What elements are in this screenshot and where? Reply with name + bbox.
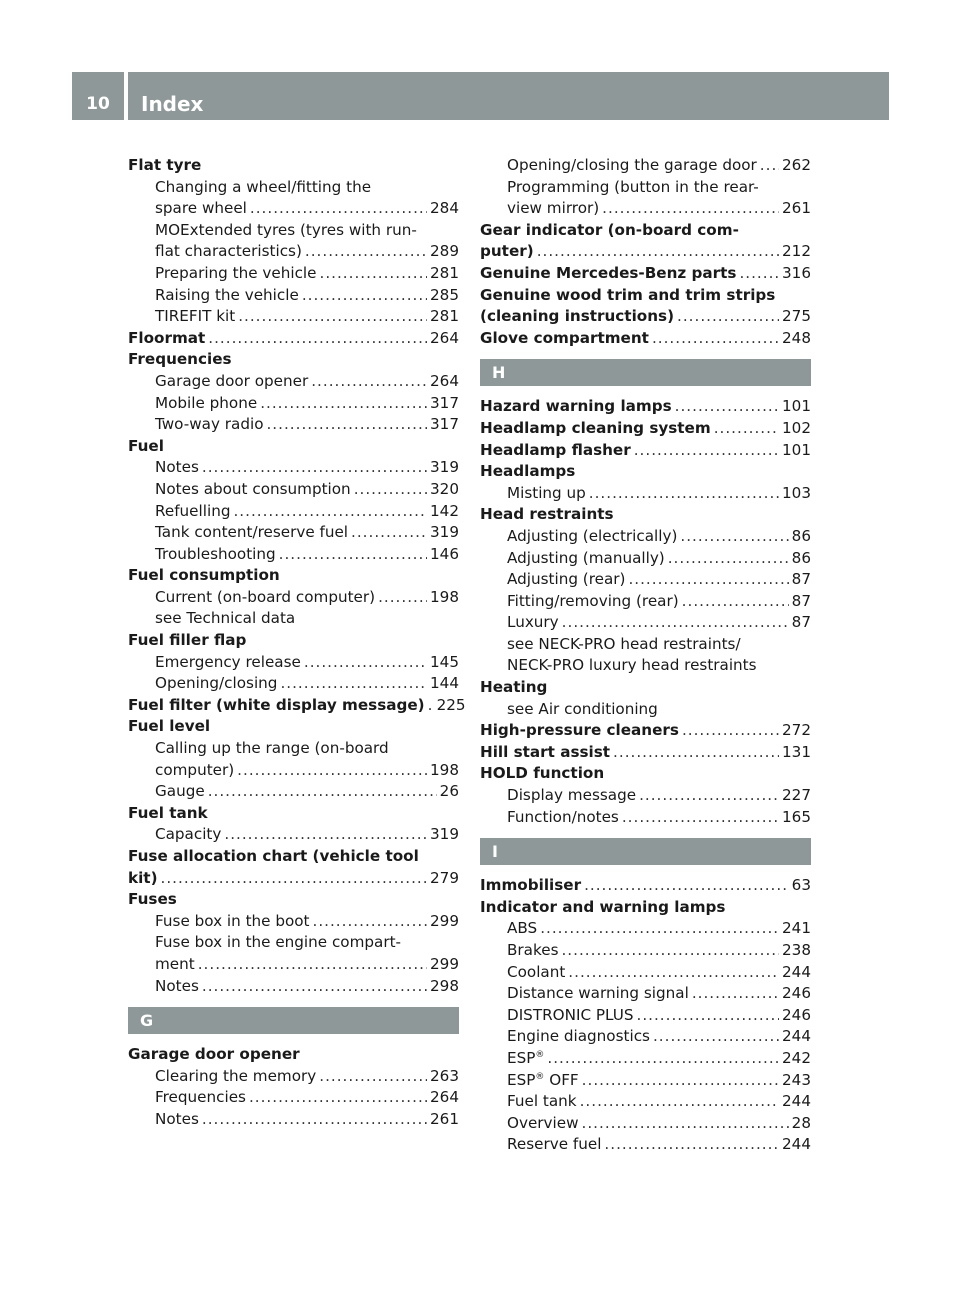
page-reference: 28 bbox=[791, 1113, 811, 1132]
entry-text: spare wheel bbox=[155, 199, 247, 218]
entry-text: Adjusting (rear) bbox=[507, 570, 626, 589]
leader-dots bbox=[202, 976, 427, 998]
index-subentry bbox=[128, 932, 459, 954]
index-entry bbox=[480, 263, 811, 285]
page-reference: 86 bbox=[791, 548, 811, 567]
page-reference: 284 bbox=[430, 199, 459, 218]
entry-text: Troubleshooting bbox=[155, 544, 276, 563]
entry-text: Two-way radio bbox=[155, 415, 264, 434]
index-entry bbox=[128, 868, 459, 890]
page-reference: 87 bbox=[791, 570, 811, 589]
leader-dots bbox=[628, 569, 788, 591]
entry-text: Genuine wood trim and trim strips bbox=[480, 285, 776, 304]
page-reference: 146 bbox=[430, 544, 459, 563]
leader-dots bbox=[760, 155, 779, 177]
index-entry bbox=[128, 349, 459, 371]
leader-dots bbox=[238, 306, 427, 328]
leader-dots bbox=[354, 479, 427, 501]
leader-dots bbox=[428, 695, 434, 717]
leader-dots bbox=[313, 911, 428, 933]
leader-dots bbox=[613, 742, 779, 764]
registered-mark: ® bbox=[535, 1071, 545, 1082]
index-column-right bbox=[480, 155, 811, 1156]
leader-dots bbox=[604, 1134, 779, 1156]
entry-text: Indicator and warning lamps bbox=[480, 897, 726, 916]
entry-text: Floormat bbox=[128, 328, 206, 347]
index-subentry bbox=[128, 781, 459, 803]
entry-text: Gauge bbox=[155, 782, 205, 801]
leader-dots bbox=[237, 760, 427, 782]
page-reference: 26 bbox=[439, 782, 459, 801]
index-subentry bbox=[480, 983, 811, 1005]
index-entry bbox=[480, 306, 811, 328]
page-reference: 63 bbox=[791, 876, 811, 895]
entry-text: puter) bbox=[480, 242, 534, 261]
index-subentry bbox=[128, 198, 459, 220]
entry-text: Hazard warning lamps bbox=[480, 397, 672, 416]
section-letter-g: G bbox=[128, 1007, 459, 1034]
entry-text: see Technical data bbox=[155, 609, 296, 628]
leader-dots bbox=[161, 868, 427, 890]
index-entry bbox=[480, 897, 811, 919]
index-subentry bbox=[128, 241, 459, 263]
index-subentry bbox=[128, 306, 459, 328]
page-reference: 244 bbox=[782, 1135, 811, 1154]
page-reference: 264 bbox=[430, 1088, 459, 1107]
leader-dots bbox=[562, 612, 789, 634]
registered-mark: ® bbox=[535, 1049, 545, 1060]
page-reference: 243 bbox=[782, 1070, 811, 1089]
page-reference: 248 bbox=[782, 328, 811, 347]
entry-text: Adjusting (manually) bbox=[507, 548, 665, 567]
entry-text: Changing a wheel/fitting the bbox=[155, 177, 372, 196]
leader-dots bbox=[208, 328, 427, 350]
index-subentry bbox=[480, 785, 811, 807]
page-number: 10 bbox=[72, 72, 124, 120]
leader-dots bbox=[311, 371, 427, 393]
page-reference: 246 bbox=[782, 1005, 811, 1024]
page-reference: 298 bbox=[430, 976, 459, 995]
index-subentry bbox=[128, 285, 459, 307]
entry-text: Fuel filter (white display message) bbox=[128, 695, 425, 714]
entry-text: Frequencies bbox=[155, 1088, 246, 1107]
entry-text: Refuelling bbox=[155, 501, 231, 520]
page-reference: 272 bbox=[782, 721, 811, 740]
index-entry bbox=[480, 220, 811, 242]
header-separator bbox=[124, 72, 128, 120]
index-subentry bbox=[480, 1026, 811, 1048]
page-reference: 319 bbox=[430, 523, 459, 542]
entry-text: Flat tyre bbox=[128, 156, 202, 174]
index-entry bbox=[480, 504, 811, 526]
leader-dots bbox=[682, 720, 779, 742]
index-entry bbox=[480, 418, 811, 440]
index-entry bbox=[480, 328, 811, 350]
entry-text: Hill start assist bbox=[480, 742, 611, 761]
page-reference: 299 bbox=[430, 954, 459, 973]
index-subentry bbox=[480, 655, 811, 677]
entry-text: view mirror) bbox=[507, 199, 600, 218]
index-entry bbox=[128, 695, 466, 717]
entry-text: Display message bbox=[507, 786, 637, 805]
leader-dots bbox=[680, 526, 788, 548]
leader-dots bbox=[540, 918, 779, 940]
leader-dots bbox=[260, 393, 427, 415]
index-entry bbox=[480, 241, 811, 263]
index-entry bbox=[128, 803, 459, 825]
index-subentry bbox=[480, 1005, 811, 1027]
entry-text: Headlamps bbox=[480, 462, 576, 481]
page-reference: 275 bbox=[782, 307, 811, 326]
leader-dots bbox=[653, 1026, 779, 1048]
leader-dots bbox=[249, 1087, 427, 1109]
leader-dots bbox=[378, 587, 427, 609]
index-subentry bbox=[128, 479, 459, 501]
section-letter-i: I bbox=[480, 838, 811, 865]
entry-text: ment bbox=[155, 954, 195, 973]
entry-text: Glove compartment bbox=[480, 328, 649, 347]
entry-text: HOLD function bbox=[480, 764, 605, 783]
entry-text: flat characteristics) bbox=[155, 242, 302, 261]
page-reference: 225 bbox=[436, 695, 466, 714]
entry-text: Fuel bbox=[128, 436, 164, 455]
entry-text: Garage door opener bbox=[155, 371, 309, 390]
page-reference: 285 bbox=[430, 285, 459, 304]
index-subentry bbox=[480, 177, 811, 199]
index-subentry bbox=[480, 699, 811, 721]
entry-text: Opening/closing bbox=[155, 674, 278, 693]
page-reference: 102 bbox=[782, 418, 811, 437]
index-subentry bbox=[128, 1066, 459, 1088]
index-entry bbox=[128, 630, 459, 652]
index-subentry bbox=[128, 976, 459, 998]
index-subentry bbox=[480, 548, 811, 570]
page-reference: 263 bbox=[430, 1066, 459, 1085]
index-subentry bbox=[128, 393, 459, 415]
index-subentry bbox=[128, 1087, 459, 1109]
entry-text: Misting up bbox=[507, 483, 586, 502]
entry-text: Fuel filler flap bbox=[128, 631, 247, 650]
index-subentry bbox=[128, 544, 459, 566]
index-entry bbox=[480, 742, 811, 764]
page-reference: 227 bbox=[782, 786, 811, 805]
index-subentry bbox=[128, 220, 459, 242]
page-reference: 103 bbox=[782, 483, 811, 502]
entry-text: Raising the vehicle bbox=[155, 285, 299, 304]
leader-dots bbox=[224, 824, 427, 846]
leader-dots bbox=[584, 875, 789, 897]
leader-dots bbox=[561, 940, 779, 962]
entry-text: Overview bbox=[507, 1113, 579, 1132]
leader-dots bbox=[668, 548, 789, 570]
leader-dots bbox=[202, 1109, 427, 1131]
index-entry bbox=[128, 889, 459, 911]
entry-text: Fuel consumption bbox=[128, 566, 280, 585]
entry-text: kit) bbox=[128, 868, 158, 887]
leader-dots bbox=[582, 1070, 779, 1092]
entry-text: Garage door opener bbox=[128, 1045, 300, 1064]
entry-text: Reserve fuel bbox=[507, 1135, 602, 1154]
page-reference: 264 bbox=[430, 371, 459, 390]
index-subentry bbox=[128, 652, 459, 674]
index-entry bbox=[480, 720, 811, 742]
entry-text: Tank content/reserve fuel bbox=[155, 523, 349, 542]
entry-text: Capacity bbox=[155, 825, 222, 844]
entry-text: (cleaning instructions) bbox=[480, 307, 675, 326]
entry-text: Mobile phone bbox=[155, 393, 258, 412]
index-entry bbox=[128, 155, 459, 177]
page-reference: 144 bbox=[430, 674, 459, 693]
entry-text: Fitting/removing (rear) bbox=[507, 591, 679, 610]
leader-dots bbox=[622, 807, 779, 829]
entry-text: TIREFIT kit bbox=[155, 307, 236, 326]
page-reference: 289 bbox=[430, 242, 459, 261]
entry-text: see Air conditioning bbox=[507, 699, 658, 718]
entry-text: DISTRONIC PLUS bbox=[507, 1005, 634, 1024]
page-reference: 319 bbox=[430, 458, 459, 477]
entry-text: Brakes bbox=[507, 941, 559, 959]
leader-dots bbox=[602, 198, 779, 220]
leader-dots bbox=[675, 396, 779, 418]
index-subentry bbox=[128, 263, 459, 285]
entry-text: MOExtended tyres (tyres with run- bbox=[155, 220, 417, 239]
index-subentry bbox=[480, 1048, 811, 1070]
entry-text: ESP® bbox=[507, 1048, 545, 1067]
entry-text: Notes bbox=[155, 458, 199, 477]
entry-text: Notes about consumption bbox=[155, 479, 351, 498]
index-subentry bbox=[128, 1109, 459, 1131]
index-subentry bbox=[128, 587, 459, 609]
entry-text: Immobiliser bbox=[480, 876, 582, 895]
leader-dots bbox=[677, 306, 779, 328]
entry-text: Fuse box in the boot bbox=[155, 911, 310, 930]
page-reference: 262 bbox=[782, 156, 811, 174]
entry-text: Gear indicator (on-board com- bbox=[480, 220, 739, 239]
index-subentry bbox=[128, 824, 459, 846]
index-subentry bbox=[128, 673, 459, 695]
entry-text: Emergency release bbox=[155, 652, 301, 671]
leader-dots bbox=[692, 983, 779, 1005]
page-reference: 87 bbox=[791, 613, 811, 632]
page-reference: 261 bbox=[782, 199, 811, 218]
leader-dots bbox=[305, 241, 427, 263]
index-subentry bbox=[128, 177, 459, 199]
entry-text: Fuel level bbox=[128, 717, 211, 736]
index-subentry bbox=[128, 522, 459, 544]
page-reference: 212 bbox=[782, 242, 811, 261]
index-subentry bbox=[480, 962, 811, 984]
page-reference: 86 bbox=[791, 526, 811, 545]
page-reference: 87 bbox=[791, 591, 811, 610]
page-reference: 299 bbox=[430, 911, 459, 930]
page-reference: 281 bbox=[430, 263, 459, 282]
page-reference: 198 bbox=[430, 760, 459, 779]
page-reference: 198 bbox=[430, 587, 459, 606]
index-entry bbox=[480, 763, 811, 785]
entry-text: Heating bbox=[480, 678, 548, 697]
entry-text: Head restraints bbox=[480, 505, 614, 524]
entry-text: Notes bbox=[155, 976, 199, 995]
page-reference: 279 bbox=[430, 868, 459, 887]
entry-text: Preparing the vehicle bbox=[155, 263, 317, 282]
leader-dots bbox=[233, 501, 427, 523]
entry-text: Fuse allocation chart (vehicle tool bbox=[128, 847, 419, 865]
page-reference: 264 bbox=[430, 328, 459, 347]
entry-text: NECK-PRO luxury head restraints bbox=[507, 656, 757, 675]
entry-text: Frequencies bbox=[128, 350, 232, 369]
entry-text: Opening/closing the garage door bbox=[507, 156, 757, 174]
index-entry bbox=[480, 440, 811, 462]
leader-dots bbox=[639, 785, 779, 807]
index-subentry bbox=[480, 1134, 811, 1156]
page-reference: 165 bbox=[782, 807, 811, 826]
index-subentry bbox=[480, 1113, 811, 1135]
entry-text: Fuse box in the engine compart- bbox=[155, 933, 402, 952]
page-reference: 317 bbox=[430, 393, 459, 412]
index-subentry bbox=[128, 414, 459, 436]
index-entry bbox=[480, 396, 811, 418]
leader-dots bbox=[304, 652, 427, 674]
entry-text: Notes bbox=[155, 1109, 199, 1128]
index-entry bbox=[128, 328, 459, 350]
page-reference: 101 bbox=[782, 397, 811, 416]
index-subentry bbox=[480, 940, 811, 962]
leader-dots bbox=[634, 440, 779, 462]
index-entry bbox=[480, 285, 811, 307]
entry-text: Fuses bbox=[128, 890, 177, 909]
leader-dots bbox=[589, 483, 779, 505]
index-subentry bbox=[480, 634, 811, 656]
index-subentry bbox=[480, 918, 811, 940]
index-entry bbox=[480, 461, 811, 483]
index-entry bbox=[128, 565, 459, 587]
index-entry bbox=[128, 436, 459, 458]
page-reference: 319 bbox=[430, 825, 459, 844]
entry-text: Clearing the memory bbox=[155, 1066, 317, 1085]
leader-dots bbox=[568, 962, 779, 984]
leader-dots bbox=[537, 241, 779, 263]
page-reference: 238 bbox=[782, 941, 811, 959]
leader-dots bbox=[652, 328, 779, 350]
page-reference: 281 bbox=[430, 307, 459, 326]
entry-text: Luxury bbox=[507, 613, 559, 632]
index-subentry bbox=[480, 155, 811, 177]
leader-dots bbox=[302, 285, 427, 307]
page-reference: 320 bbox=[430, 479, 459, 498]
leader-dots bbox=[266, 414, 427, 436]
index-subentry bbox=[128, 738, 459, 760]
entry-text: Function/notes bbox=[507, 807, 619, 826]
index-subentry bbox=[480, 612, 811, 634]
page-title: Index bbox=[141, 92, 204, 116]
index-subentry bbox=[480, 807, 811, 829]
leader-dots bbox=[714, 418, 779, 440]
page-reference: 241 bbox=[782, 919, 811, 938]
page-reference: 244 bbox=[782, 962, 811, 981]
index-entry bbox=[128, 846, 459, 868]
entry-text: Programming (button in the rear- bbox=[507, 177, 759, 196]
index-subentry bbox=[128, 457, 459, 479]
leader-dots bbox=[280, 673, 427, 695]
entry-text: ESP® OFF bbox=[507, 1070, 579, 1089]
index-entry bbox=[128, 1044, 459, 1066]
entry-text: Headlamp cleaning system bbox=[480, 418, 711, 437]
index-entry bbox=[480, 677, 811, 699]
entry-text: Coolant bbox=[507, 962, 566, 981]
entry-text: High-pressure cleaners bbox=[480, 721, 679, 740]
leader-dots bbox=[202, 457, 427, 479]
entry-text: ABS bbox=[507, 919, 538, 938]
leader-dots bbox=[582, 1113, 789, 1135]
page-reference: 142 bbox=[430, 501, 459, 520]
leader-dots bbox=[320, 263, 428, 285]
leader-dots bbox=[739, 263, 779, 285]
leader-dots bbox=[637, 1005, 780, 1027]
leader-dots bbox=[319, 1066, 427, 1088]
page-reference: 316 bbox=[782, 263, 811, 282]
leader-dots bbox=[279, 544, 427, 566]
leader-dots bbox=[351, 522, 427, 544]
leader-dots bbox=[580, 1091, 779, 1113]
page-reference: 261 bbox=[430, 1109, 459, 1128]
entry-text: Distance warning signal bbox=[507, 984, 689, 1003]
index-subentry bbox=[128, 371, 459, 393]
index-subentry bbox=[480, 569, 811, 591]
index-column-left bbox=[128, 155, 466, 1131]
page-reference: 131 bbox=[782, 742, 811, 761]
index-subentry bbox=[128, 501, 459, 523]
entry-text: Adjusting (electrically) bbox=[507, 526, 678, 545]
index-subentry bbox=[480, 483, 811, 505]
entry-text: Headlamp flasher bbox=[480, 440, 631, 459]
leader-dots bbox=[547, 1048, 779, 1070]
index-subentry bbox=[128, 911, 459, 933]
leader-dots bbox=[682, 591, 789, 613]
index-subentry bbox=[128, 954, 459, 976]
index-subentry bbox=[128, 608, 459, 630]
index-entry bbox=[480, 875, 811, 897]
index-subentry bbox=[128, 760, 459, 782]
page-reference: 246 bbox=[782, 984, 811, 1003]
leader-dots bbox=[250, 198, 427, 220]
entry-text: see NECK-PRO head restraints/ bbox=[507, 634, 741, 653]
leader-dots bbox=[208, 781, 437, 803]
leader-dots bbox=[198, 954, 427, 976]
entry-text: Fuel tank bbox=[128, 803, 208, 822]
index-subentry bbox=[480, 591, 811, 613]
entry-text: Current (on-board computer) bbox=[155, 587, 376, 606]
entry-text: Genuine Mercedes-Benz parts bbox=[480, 263, 737, 282]
section-letter-h: H bbox=[480, 359, 811, 386]
page-reference: 101 bbox=[782, 440, 811, 459]
index-subentry bbox=[480, 1070, 811, 1092]
index-subentry bbox=[480, 1091, 811, 1113]
index-entry bbox=[128, 716, 459, 738]
entry-text: Fuel tank bbox=[507, 1092, 577, 1111]
page-reference: 244 bbox=[782, 1092, 811, 1111]
page-reference: 244 bbox=[782, 1027, 811, 1046]
entry-text: Engine diagnostics bbox=[507, 1027, 650, 1046]
page-reference: 317 bbox=[430, 415, 459, 434]
page-reference: 145 bbox=[430, 652, 459, 671]
index-subentry bbox=[480, 198, 811, 220]
entry-text: Calling up the range (on-board bbox=[155, 739, 389, 758]
index-subentry bbox=[480, 526, 811, 548]
entry-text: computer) bbox=[155, 760, 235, 779]
page-reference: 242 bbox=[782, 1048, 811, 1067]
